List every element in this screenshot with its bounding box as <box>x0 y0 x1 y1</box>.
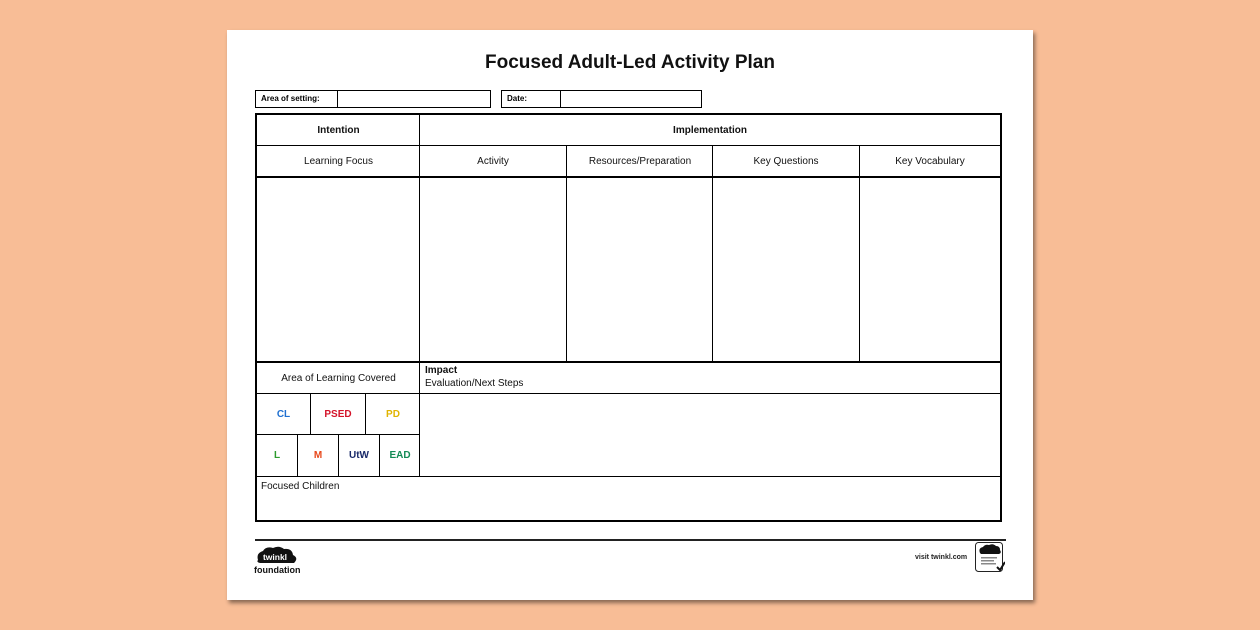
area-l[interactable] <box>257 435 297 476</box>
area-ead-label: EAD <box>389 450 411 461</box>
area-utw-label: UtW <box>349 450 369 461</box>
worksheet-page <box>227 30 1033 600</box>
learning-focus-cell[interactable] <box>257 178 419 361</box>
area-of-setting-label: Area of setting: <box>256 91 338 107</box>
activity-header: Activity <box>477 155 509 167</box>
area-psed[interactable] <box>311 394 365 434</box>
activity-cell[interactable] <box>420 178 566 361</box>
page-title: Focused Adult-Led Activity Plan <box>485 52 775 73</box>
date-value[interactable] <box>561 91 701 107</box>
focused-children-label: Focused Children <box>261 481 340 492</box>
quality-approved-badge <box>975 542 1005 574</box>
date-field[interactable] <box>501 90 702 108</box>
area-utw[interactable] <box>339 435 379 476</box>
area-pd-label: PD <box>386 408 400 420</box>
visit-twinkl-text: visit twinkl.com <box>915 554 968 561</box>
resources-cell[interactable] <box>567 178 712 361</box>
resources-header: Resources/Preparation <box>588 155 692 167</box>
area-psed-label: PSED <box>324 408 352 420</box>
logo-text-top: twinkl <box>262 552 288 562</box>
area-cl-label: CL <box>276 408 291 420</box>
impact-cell[interactable] <box>421 395 1000 476</box>
area-of-setting-value[interactable] <box>338 91 490 107</box>
area-m-label: M <box>313 450 323 461</box>
implementation-header: Implementation <box>673 124 747 136</box>
footer-divider <box>255 539 1006 541</box>
learning-focus-header: Learning Focus <box>304 155 373 167</box>
logo-text-bottom: foundation <box>254 565 301 575</box>
area-of-setting-field[interactable] <box>255 90 491 108</box>
key-questions-cell[interactable] <box>713 178 859 361</box>
focused-children-cell[interactable] <box>257 493 1000 520</box>
area-ead[interactable] <box>380 435 420 476</box>
date-label: Date: <box>502 91 561 107</box>
area-of-learning-header: Area of Learning Covered <box>281 372 396 384</box>
key-vocabulary-header: Key Vocabulary <box>895 155 965 167</box>
area-pd[interactable] <box>366 394 420 434</box>
impact-label: Impact <box>425 365 458 376</box>
twinkl-foundation-logo <box>254 545 306 577</box>
area-cl[interactable] <box>257 394 310 434</box>
area-l-label: L <box>273 450 281 461</box>
intention-header: Intention <box>317 124 360 136</box>
area-m[interactable] <box>298 435 338 476</box>
key-vocabulary-cell[interactable] <box>860 178 1000 361</box>
plan-table <box>255 113 1002 522</box>
key-questions-header: Key Questions <box>753 155 819 167</box>
evaluation-label: Evaluation/Next Steps <box>425 378 524 389</box>
